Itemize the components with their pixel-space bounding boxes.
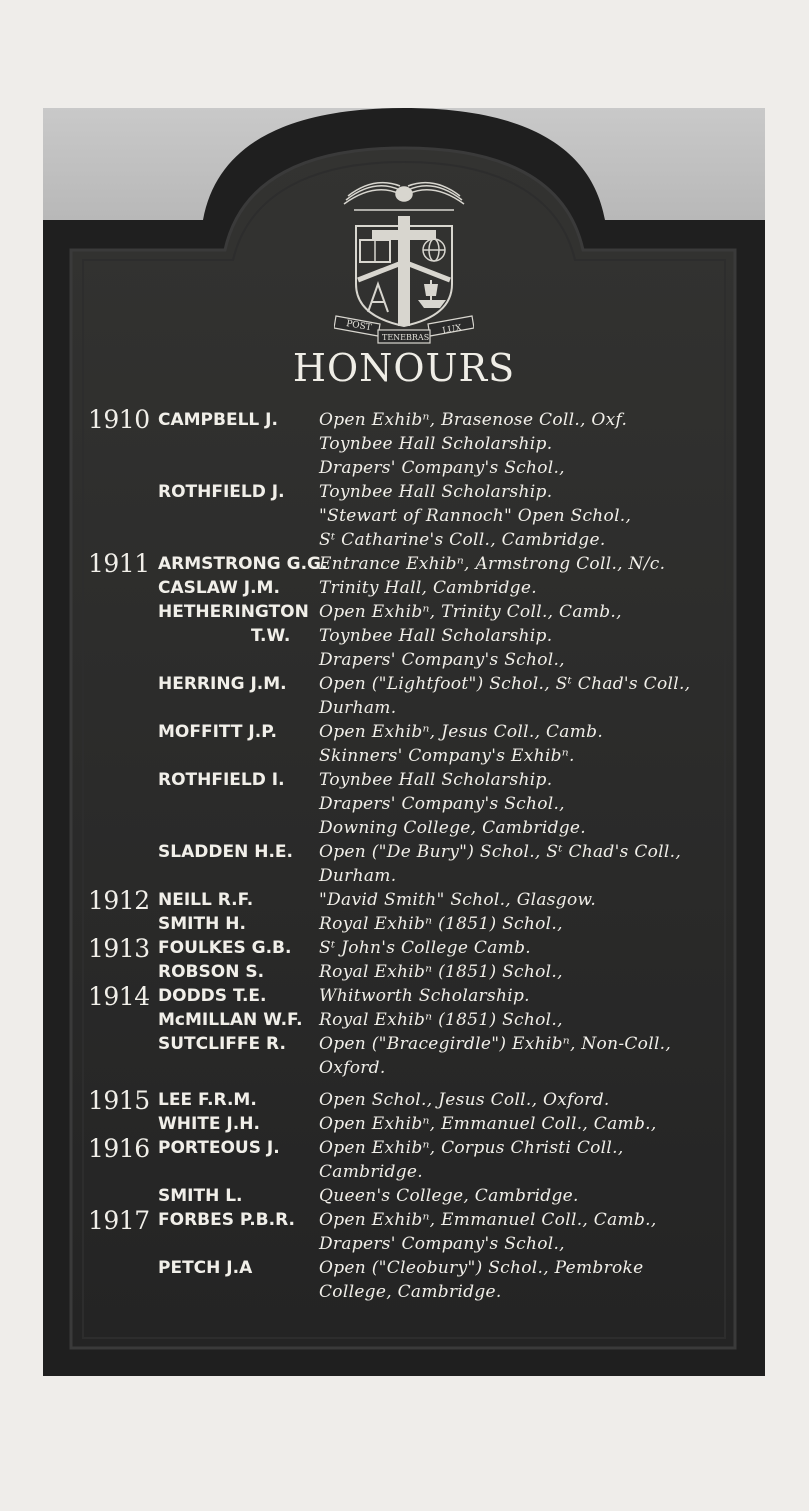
honoree-name: HERRING J.M. <box>158 674 287 694</box>
year-label: 1917 <box>88 1206 150 1235</box>
honour-detail: Toynbee Hall Scholarship. <box>319 434 553 454</box>
honour-detail: Open Exhibⁿ, Emmanuel Coll., Camb., <box>319 1114 657 1134</box>
honour-detail: Durham. <box>319 866 397 886</box>
honour-detail: Open ("De Bury") Schol., Sᵗ Chad's Coll., <box>319 842 682 862</box>
honoree-name: PORTEOUS J. <box>158 1138 280 1158</box>
honoree-name: MOFFITT J.P. <box>158 722 277 742</box>
honour-detail: Open ("Cleobury") Schol., Pembroke <box>319 1258 644 1278</box>
photograph <box>43 108 765 1376</box>
honoree-name: ROTHFIELD J. <box>158 482 285 502</box>
honour-detail: Royal Exhibⁿ (1851) Schol., <box>319 914 563 934</box>
eagle-icon <box>344 183 464 210</box>
honoree-name: SLADDEN H.E. <box>158 842 293 862</box>
honoree-name: SMITH L. <box>158 1186 243 1206</box>
scroll-bottom-text: TENEBRAS <box>382 333 430 342</box>
school-crest <box>334 176 474 346</box>
honour-detail: Queen's College, Cambridge. <box>319 1186 579 1206</box>
honour-detail: Drapers' Company's Schol., <box>319 650 565 670</box>
honour-detail: Downing College, Cambridge. <box>319 818 587 838</box>
honour-detail: Oxford. <box>319 1058 386 1078</box>
globe-icon <box>423 239 445 261</box>
honour-detail: Open Exhibⁿ, Brasenose Coll., Oxf. <box>319 410 628 430</box>
honour-detail: Open Exhibⁿ, Trinity Coll., Camb., <box>319 602 622 622</box>
honoree-name: LEE F.R.M. <box>158 1090 257 1110</box>
honour-detail: Drapers' Company's Schol., <box>319 1234 565 1254</box>
honour-detail: Open Exhibⁿ, Emmanuel Coll., Camb., <box>319 1210 657 1230</box>
honour-detail: Royal Exhibⁿ (1851) Schol., <box>319 1010 563 1030</box>
honour-detail: Toynbee Hall Scholarship. <box>319 482 553 502</box>
year-label: 1911 <box>88 549 150 578</box>
honour-detail: College, Cambridge. <box>319 1282 502 1302</box>
honour-detail: Open ("Lightfoot") Schol., Sᵗ Chad's Coll., <box>319 674 691 694</box>
honour-detail: Cambridge. <box>319 1162 423 1182</box>
board-title: HONOURS <box>292 346 516 390</box>
honoree-name: SUTCLIFFE R. <box>158 1034 286 1054</box>
honour-detail: Toynbee Hall Scholarship. <box>319 770 553 790</box>
honour-detail: "David Smith" Schol., Glasgow. <box>319 890 597 910</box>
year-label: 1914 <box>88 982 150 1011</box>
honour-detail: Sᵗ Catharine's Coll., Cambridge. <box>319 530 606 550</box>
honour-detail: Whitworth Scholarship. <box>319 986 530 1006</box>
honoree-name: DODDS T.E. <box>158 986 267 1006</box>
compass-icon <box>368 284 388 312</box>
honoree-name: FORBES P.B.R. <box>158 1210 295 1230</box>
honoree-name: NEILL R.F. <box>158 890 254 910</box>
honour-detail: Royal Exhibⁿ (1851) Schol., <box>319 962 563 982</box>
honour-detail: Open Exhibⁿ, Jesus Coll., Camb. <box>319 722 604 742</box>
honour-detail: Drapers' Company's Schol., <box>319 794 565 814</box>
honoree-name: ARMSTRONG G.G. <box>158 554 328 574</box>
honour-detail: Sᵗ John's College Camb. <box>319 938 531 958</box>
honour-detail: Drapers' Company's Schol., <box>319 458 565 478</box>
ship-icon <box>418 280 446 308</box>
honour-detail: Entrance Exhibⁿ, Armstrong Coll., N/c. <box>319 554 666 574</box>
honour-detail: Skinners' Company's Exhibⁿ. <box>319 746 575 766</box>
year-label: 1915 <box>88 1086 150 1115</box>
honour-detail: Open ("Bracegirdle") Exhibⁿ, Non-Coll., <box>319 1034 672 1054</box>
honoree-name: FOULKES G.B. <box>158 938 292 958</box>
year-label: 1916 <box>88 1134 150 1163</box>
honour-detail: Trinity Hall, Cambridge. <box>319 578 537 598</box>
book-icon <box>360 240 390 262</box>
honour-detail: Open Exhibⁿ, Corpus Christi Coll., <box>319 1138 624 1158</box>
scroll-left-text: POST <box>345 318 373 334</box>
honoree-name: SMITH H. <box>158 914 246 934</box>
scroll-right-text: LUX <box>441 323 463 337</box>
honoree-name: ROBSON S. <box>158 962 265 982</box>
honoree-name: ROTHFIELD I. <box>158 770 285 790</box>
year-label: 1912 <box>88 886 150 915</box>
honoree-name: McMILLAN W.F. <box>158 1010 303 1030</box>
honoree-name: PETCH J.A <box>158 1258 253 1278</box>
honoree-name: WHITE J.H. <box>158 1114 260 1134</box>
year-label: 1910 <box>88 405 150 434</box>
honour-detail: Toynbee Hall Scholarship. <box>319 626 553 646</box>
year-label: 1913 <box>88 934 150 963</box>
honoree-name: HETHERINGTON <box>158 602 309 622</box>
honoree-name: T.W. <box>251 626 291 646</box>
honoree-name: CAMPBELL J. <box>158 410 278 430</box>
honoree-name: CASLAW J.M. <box>158 578 280 598</box>
honour-detail: Open Schol., Jesus Coll., Oxford. <box>319 1090 610 1110</box>
honour-detail: "Stewart of Rannoch" Open Schol., <box>319 506 632 526</box>
honour-detail: Durham. <box>319 698 397 718</box>
